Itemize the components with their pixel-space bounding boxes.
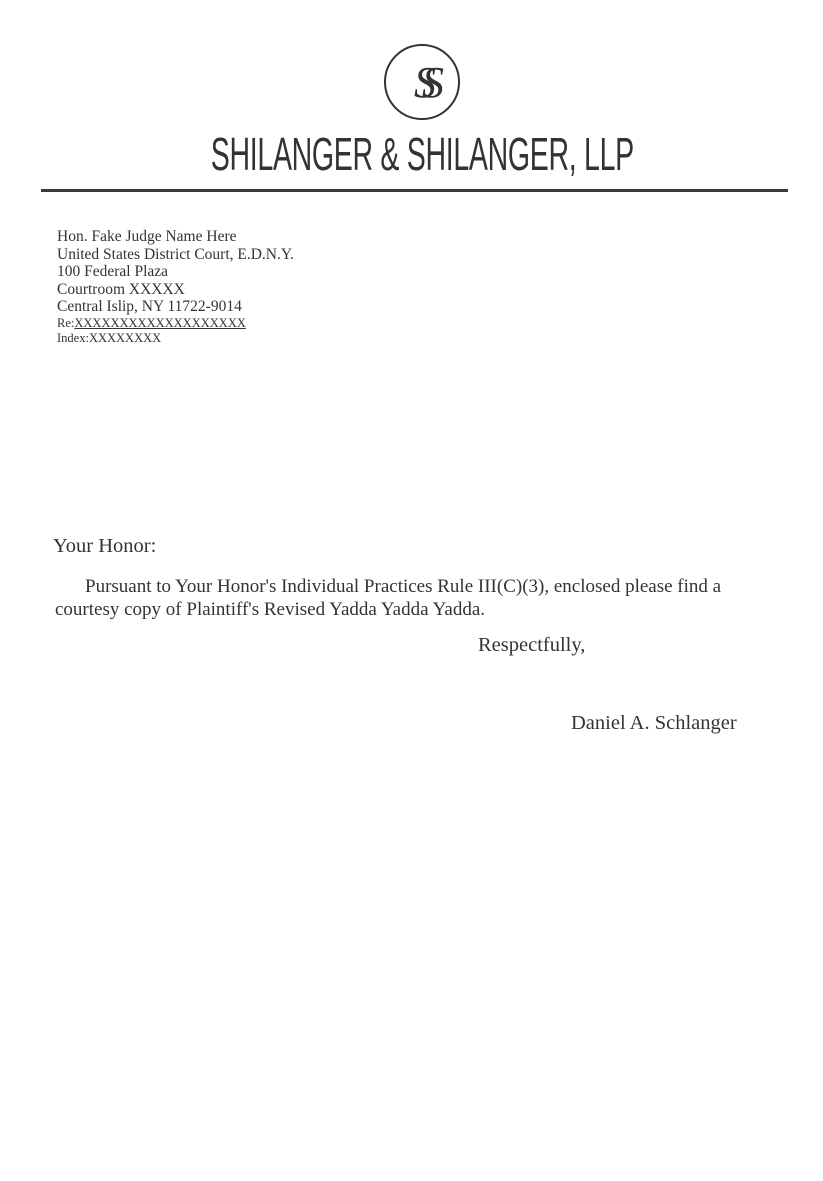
monogram-svg (386, 46, 458, 118)
index-value: XXXXXXXX (88, 330, 162, 345)
recipient-courtroom: Courtroom XXXXX (57, 280, 185, 298)
letter-body: Pursuant to Your Honor's Individual Practices Rule III(C)(3), enclosed please find a courtesy copy of Plaintiff's Revised Yadda Yadda Yadda. (55, 576, 722, 620)
index-label: Index: (57, 330, 89, 345)
re-line (57, 316, 294, 331)
salutation: Your Honor: (53, 535, 157, 557)
signature-name: Daniel A. Schlanger (571, 712, 737, 734)
recipient-court: United States District Court, E.D.N.Y. (57, 245, 294, 263)
recipient-name: Hon. Fake Judge Name Here (57, 228, 237, 245)
letterhead-divider (41, 189, 788, 192)
closing: Respectfully, (478, 634, 586, 656)
recipient-address (57, 228, 294, 346)
monogram-text: SS (414, 58, 430, 107)
re-label: Re: (57, 315, 75, 330)
firm-name: SHILANGER & SHILANGER, LLP (210, 128, 634, 180)
recipient-city-state-zip: Central Islip, NY 11722-9014 (57, 298, 242, 315)
index-line (57, 331, 294, 346)
letterhead (0, 0, 823, 200)
re-value: XXXXXXXXXXXXXXXXXXX (74, 315, 246, 330)
monogram-logo (384, 44, 460, 120)
recipient-street: 100 Federal Plaza (57, 263, 169, 280)
